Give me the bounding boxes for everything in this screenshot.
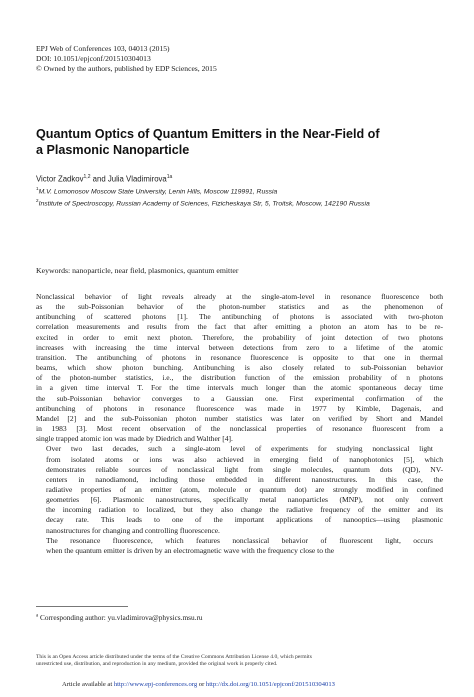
affiliation-text: M.V. Lomonosov Moscow State University, Lenin Hills, Moscow 119991, Russia — [38, 188, 278, 196]
text-line: excited in order to emit next photon. Therefore, the probability of joint detection of two photons — [36, 332, 443, 342]
affiliation-item — [36, 196, 446, 208]
keywords: Keywords: nanoparticle, near field, plasmonics, quantum emitter — [36, 266, 239, 275]
copyright-line: © Owned by the authors, published by EDP Sciences, 2015 — [36, 64, 217, 74]
author-separator: and — [90, 174, 108, 184]
text-line: increases with increasing the time interval between detections from zero to a lifetime of the atomic — [36, 342, 443, 352]
text-line: as the sub-Poissonian behavior of the photon-number statistics and as the phenomenon of — [36, 302, 443, 312]
text-line: The resonance fluorescence, which features nonclassical behavior of fluorescent light, occurs — [46, 535, 433, 545]
journal-citation: EPJ Web of Conferences 103, 04013 (2015) — [36, 44, 170, 53]
text-line: from isolated atoms or ions was also achieved in emerging field of nanophotonics [5], which — [46, 454, 443, 464]
text-line: transition. The antibunching of photons in resonance fluorescence is opposite to that one in thermal — [36, 352, 443, 362]
license-line-1: This is an Open Access article distributed under the terms of the Creative Commons Attribution License 4.0, which permits — [36, 654, 312, 660]
corresponding-author-text: Corresponding author: yu.vladimirova@physics.msu.ru — [38, 613, 203, 622]
doi-line: DOI: 10.1051/epjconf/201510304013 — [36, 54, 151, 64]
text-line: radiative properties of an emitter (atom, molecule or quantum dot) are strongly modified in confined — [46, 484, 443, 494]
author-affiliation-marker: 1a — [166, 174, 173, 180]
text-line: in a given time interval T. For the time intervals much longer than the atomic spontaneous decay time — [36, 383, 443, 393]
affiliation-marker: 1 — [36, 186, 39, 191]
text-line: of the photon-number statistics, i.e., the distribution function of the emission probability of n photons — [36, 373, 443, 383]
author-affiliation-marker: 1,2 — [83, 174, 91, 180]
author-list — [36, 174, 172, 184]
text-line: antibunching of scattered photons [1]. The antibunching of photons is associated with two-photon — [36, 312, 443, 322]
article-footer — [62, 681, 335, 688]
footnote-marker: a — [36, 613, 39, 619]
text-line: the sub-Poissonian behavior converges to a Gaussian one. First experimental confirmation of the — [36, 393, 443, 403]
journal-masthead — [36, 44, 217, 75]
corresponding-author-footnote — [36, 613, 203, 622]
license-notice — [36, 654, 446, 669]
text-line: Mandel [2] and the sub-Poissonian photon number statistics was later on verified by Short and Mandel — [36, 413, 443, 423]
text-line: the incoming radiation to localized, but they also change the radiative frequency of the emitter and its — [46, 505, 443, 515]
text-line: Over two last decades, such a single-atom level of experiments for studying nonclassical light — [46, 444, 433, 454]
title-line-2: a Plasmonic Nanoparticle — [36, 143, 190, 157]
paragraph-3 — [36, 536, 443, 556]
paper-title — [36, 126, 446, 158]
body-text — [36, 292, 443, 556]
doi-link[interactable]: http://dx.doi.org/10.1051/epjconf/20151030401З — [205, 681, 335, 688]
text-line: single trapped atomic ion was made by Diedrich and Walther [4]. — [36, 434, 233, 444]
author-name: Victor Zadkov — [36, 174, 84, 184]
text-line: in 1983 [3]. Most recent observation of the nonclassical properties of resonance fluorescent from a — [36, 424, 443, 434]
footer-connector: or — [197, 681, 206, 688]
text-line: correlation measurements and results from the fact that after emitting a photon an atom has to be re- — [36, 322, 443, 332]
paragraph-2 — [36, 444, 443, 535]
affiliations — [36, 184, 446, 209]
affiliation-item — [36, 184, 446, 196]
text-line: Nonclassical behavior of light reveals already at the single-atom-level in resonance fluorescence both — [36, 292, 443, 301]
footnote-divider — [36, 606, 128, 607]
text-line: when the quantum emitter is driven by an electromagnetic wave with the frequency close to the — [46, 545, 335, 555]
title-line-1: Quantum Optics of Quantum Emitters in the Near-Field of — [36, 127, 380, 141]
affiliation-text: Institute of Spectroscopy, Russian Academy of Sciences, Fizicheskaya Str, 5, Troitsk, Moscow, 142190 Russia — [38, 200, 370, 208]
license-line-2: unrestricted use, distribution, and reproduction in any medium, provided the original work is properly cited. — [36, 661, 278, 668]
affiliation-marker: 2 — [36, 198, 39, 204]
text-line: centers in nanodiamond, including those embedded in different nanostructures. In this case, the — [46, 474, 443, 484]
text-line: demonstrates reliable sources of nonclassical light from single molecules, quantum dots (QD), NV- — [46, 464, 443, 474]
text-line: beams, which show photon bunching. Antibunching is also closely related to sub-Poissonian behavior — [36, 363, 443, 373]
text-line: decay rate. This leads to one of the important applications of nanooptics—using plasmonic — [46, 515, 443, 525]
journal-site-link[interactable]: http://www.epj-conferences.org — [113, 681, 198, 688]
author-name: Julia Vladimirova — [107, 174, 167, 184]
footer-prefix: Article available at — [62, 681, 114, 688]
text-line: antibunching of photons in resonance fluorescence was made in 1977 by Kimble, Dagenais, and — [36, 403, 443, 413]
text-line: nanostructures for changing and controlling fluorescence. — [46, 525, 220, 535]
paragraph-1 — [36, 292, 443, 444]
text-line: geometries [6]. Plasmonic nanostructures, specifically metal nanoparticles (MNP), not only convert — [46, 495, 443, 505]
